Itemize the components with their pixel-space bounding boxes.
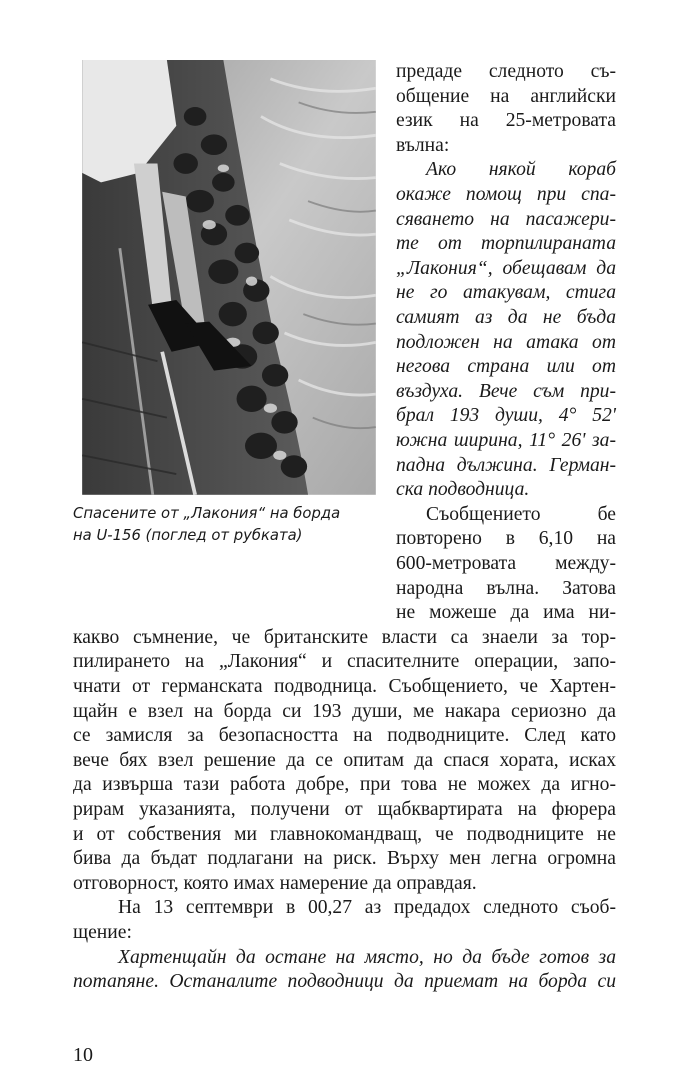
text-line: пилирането на „Лакония“ и спасителните операции, запо- xyxy=(73,651,616,673)
text-line: сяването на пасажери- xyxy=(396,208,616,230)
text-line: „Лакония“, обещавам да xyxy=(396,257,616,279)
text-line: рирам указанията, получени от щабквартирата на фюрера xyxy=(73,799,616,820)
text-line: език на 25-метровата xyxy=(396,110,616,132)
text-line: падна дължина. Герман- xyxy=(396,454,616,476)
text-line: не го атакувам, стига xyxy=(396,282,616,304)
text-line: да извърша тази работа добре, при това не можех да игно- xyxy=(73,774,616,796)
photo-illustration xyxy=(73,60,385,495)
text-line: вече бях взел решение да се опитам да спася хората, исках xyxy=(73,749,616,771)
photo-survivors-on-u156 xyxy=(73,60,385,495)
text-line: окаже помощ при спа- xyxy=(396,184,616,205)
text-line: щайн е взел на борда си 193 души, ме накара сериозно да xyxy=(73,700,616,722)
text-line: потапяне. Останалите подводници да приемат на борда си xyxy=(73,971,616,993)
text-line: народна вълна. Затова xyxy=(396,577,616,599)
text-line: бива да бъдат подлагани на риск. Върху мен легна огромна xyxy=(73,848,616,870)
caption-line: Спасените от „Лакония“ на борда xyxy=(73,504,341,522)
text-line: чнати от германската подводница. Съобщението, че Хартен- xyxy=(73,676,616,697)
text-line: вълна: xyxy=(396,134,450,156)
text-line: Съобщението бе xyxy=(426,503,616,525)
text-line: ска подводница. xyxy=(396,479,530,501)
text-line: предаде следното съ- xyxy=(396,61,616,82)
text-line: южна ширина, 11° 26' за- xyxy=(396,430,616,451)
text-line: Ако някой кораб xyxy=(426,159,616,181)
photo-caption xyxy=(73,503,391,548)
text-line: негова страна или от xyxy=(396,356,616,378)
text-line: 600-метровата между- xyxy=(396,553,616,574)
text-line: не можеше да има ни- xyxy=(396,602,616,624)
text-line: повторено в 6,10 на xyxy=(396,528,616,550)
text-line: подложен на атака от xyxy=(396,331,616,353)
text-line: щение: xyxy=(73,922,132,943)
text-line: общение на английски xyxy=(396,85,616,107)
text-line: въздуха. Вече съм при- xyxy=(396,380,616,402)
text-line: На 13 септември в 00,27 аз предадох следното съоб- xyxy=(118,897,616,919)
text-line: те от торпилираната xyxy=(396,233,616,255)
text-line: какво съмнение, че британските власти са знаели за тор- xyxy=(73,626,616,648)
text-line: и от собствения ми главнокомандващ, че подводниците не xyxy=(73,823,616,845)
page-number: 10 xyxy=(73,1044,93,1066)
text-line: самият аз да не бъда xyxy=(396,307,616,328)
text-line: се замисля за безопасността на подводниците. След като xyxy=(73,725,616,747)
text-line: отговорност, която имах намерение да оправдая. xyxy=(73,872,477,894)
text-line: Хартенщайн да остане на място, но да бъде готов за xyxy=(118,946,616,968)
text-line: брал 193 души, 4° 52' xyxy=(396,405,616,427)
caption-line: на U-156 (поглед от рубката) xyxy=(73,527,303,545)
